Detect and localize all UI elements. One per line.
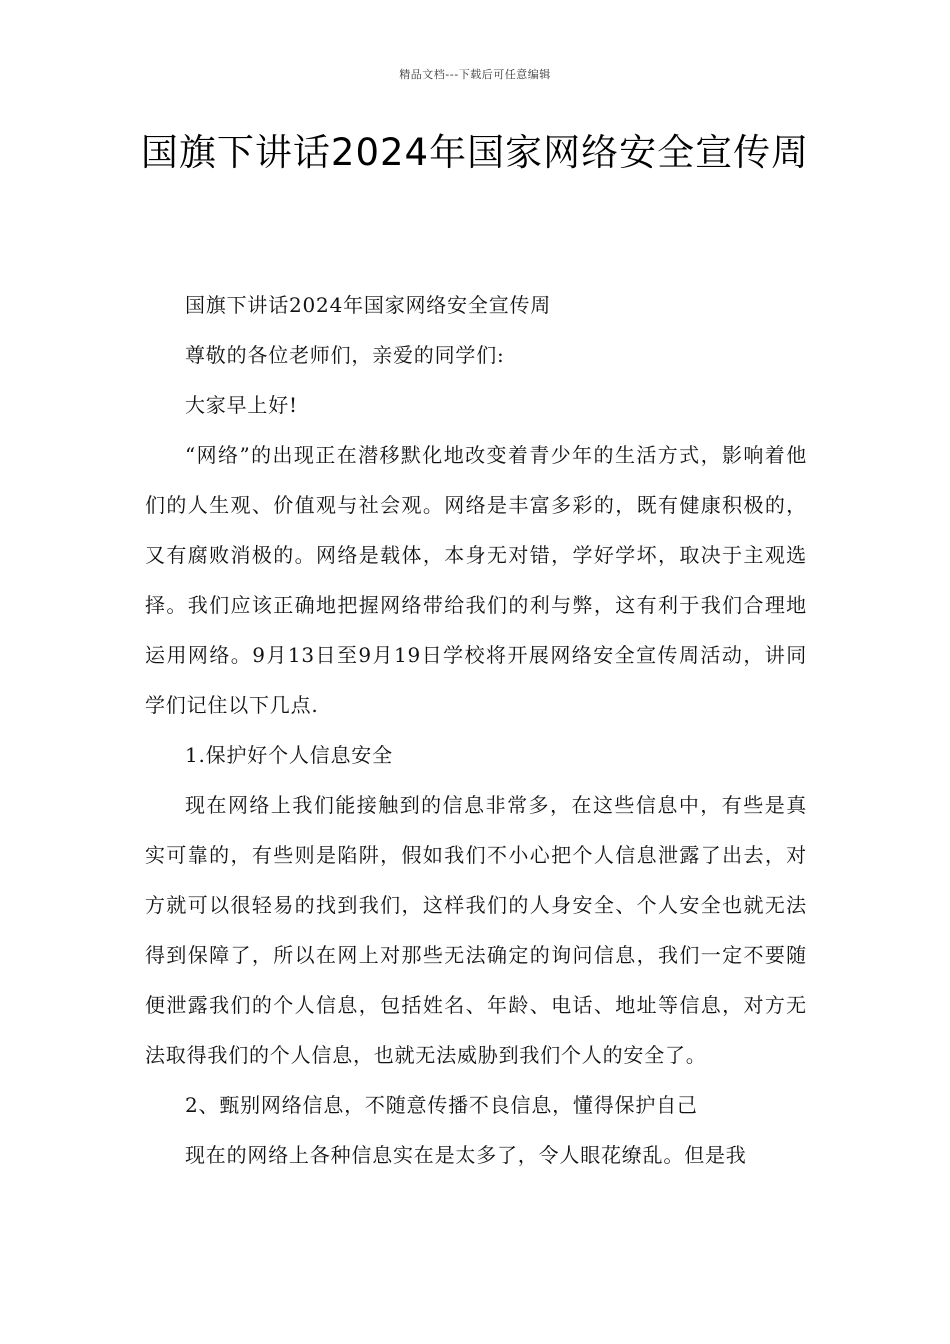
paragraph: “网络”的出现正在潜移默化地改变着青少年的生活方式，影响着他们的人生观、价值观与社会观。网络是丰富多彩的，既有健康积极的，又有腐败消极的。网络是载体，本身无对错，学好学坏，取决于主观选择。我们应该正确地把握网络带给我们的利与弊，这有利于我们合理地运用网络。9月13日至9月19日学校将开展网络安全宣传周活动，讲同学们记住以下几点.: [145, 443, 807, 717]
paragraph: 现在的网络上各种信息实在是太多了，令人眼花缭乱。但是我: [185, 1143, 747, 1167]
document-body: [145, 280, 807, 1180]
paragraph: 1.保护好个人信息安全: [185, 743, 393, 767]
paragraph: 2、甄别网络信息，不随意传播不良信息，懂得保护自己: [185, 1093, 698, 1117]
paragraph: 尊敬的各位老师们，亲爱的同学们:: [185, 343, 505, 367]
header-note: 精品文档---下载后可任意编辑: [399, 68, 551, 81]
paragraph: 国旗下讲话2024年国家网络安全宣传周: [185, 293, 552, 317]
paragraph: 大家早上好!: [185, 393, 298, 417]
document-title: 国旗下讲话2024年国家网络安全宣传周: [140, 131, 810, 174]
paragraph: 现在网络上我们能接触到的信息非常多，在这些信息中，有些是真实可靠的，有些则是陷阱，假如我们不小心把个人信息泄露了出去，对方就可以很轻易的找到我们，这样我们的人身安全、个人安全也就无法得到保障了，所以在网上对那些无法确定的询问信息，我们一定不要随便泄露我们的个人信息，包括姓名、年龄、电话、地址等信息，对方无法取得我们的个人信息，也就无法威胁到我们个人的安全了。: [145, 793, 807, 1067]
